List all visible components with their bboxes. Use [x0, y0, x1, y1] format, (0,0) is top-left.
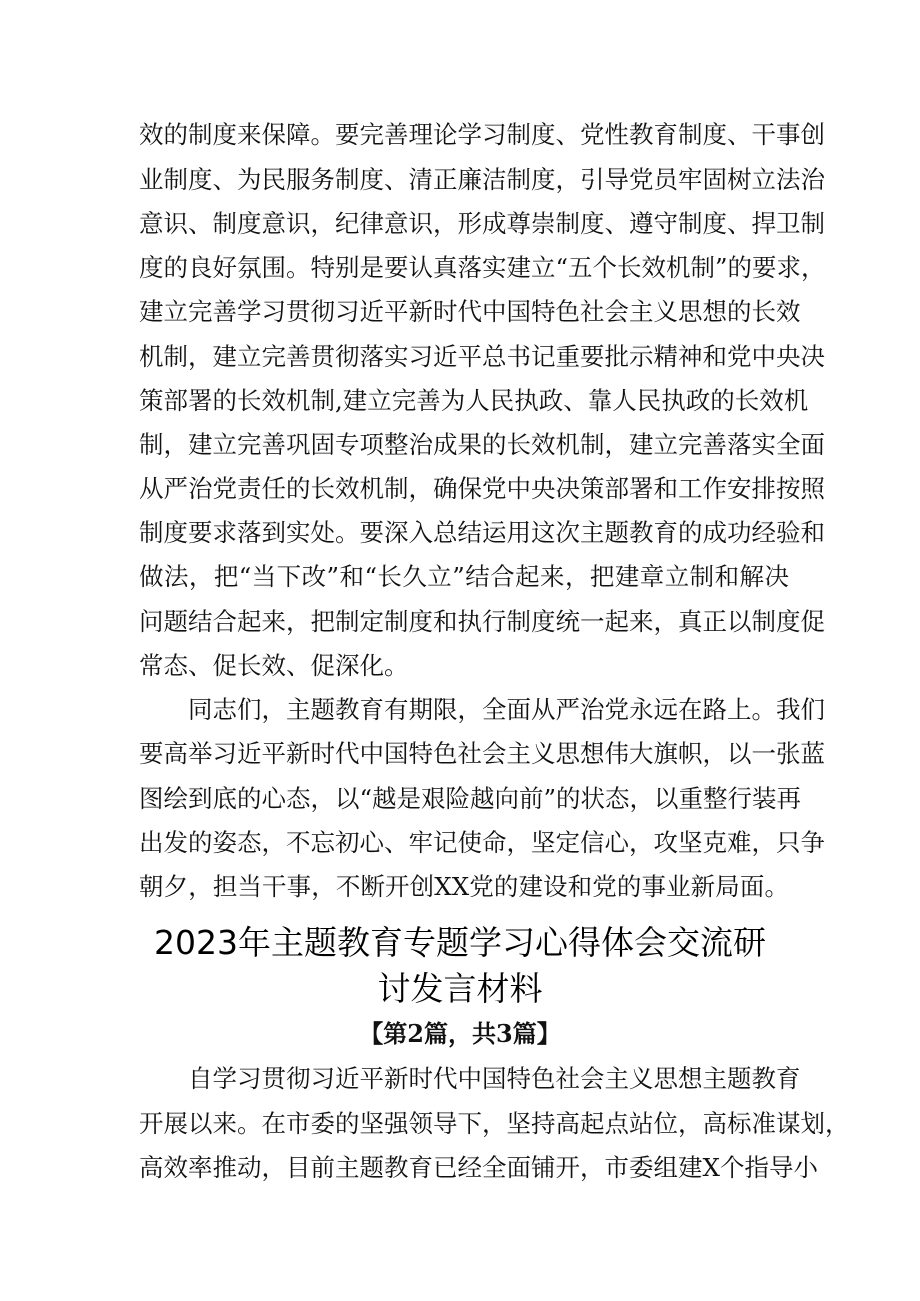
text-line: 业制度、为民服务制度、清正廉洁制度，引导党员牢固树立法治: [139, 165, 825, 194]
text-line: 出发的姿态，不忘初心、牢记使命，坚定信心，攻坚克难，只争: [139, 828, 825, 857]
text-line: 图绘到底的心态，以“越是艰险越向前”的状态，以重整行装再: [139, 784, 802, 813]
text-line: 开展以来。在市委的坚强领导下，坚持高起点站位，高标准谋划，: [139, 1109, 850, 1138]
text-line: 效的制度来保障。要完善理论学习制度、党性教育制度、干事创: [139, 120, 825, 149]
text-line: 问题结合起来，把制定制度和执行制度统一起来，真正以制度促: [139, 607, 825, 636]
text-line: 制度要求落到实处。要深入总结运用这次主题教育的成功经验和: [139, 518, 825, 547]
text-line: 高效率推动，目前主题教育已经全面铺开，市委组建X个指导小: [139, 1153, 818, 1182]
text-line: 机制，建立完善贯彻落实习近平总书记重要批示精神和党中央决: [139, 342, 825, 371]
text-line: 自学习贯彻习近平新时代中国特色社会主义思想主题教育: [188, 1064, 801, 1093]
text-line: 从严治党责任的长效机制，确保党中央决策部署和工作安排按照: [139, 474, 825, 503]
text-line: 度的良好氛围。特别是要认真落实建立“五个长效机制”的要求，: [139, 253, 826, 282]
text-line: 做法，把“当下改”和“长久立”结合起来，把建章立制和解决: [139, 562, 789, 591]
text-line: 策部署的长效机制,建立完善为人民执政、靠人民执政的长效机: [139, 386, 809, 415]
text-line: 同志们，主题教育有期限，全面从严治党永远在路上。我们: [188, 695, 825, 724]
article-title-continued: 讨发言材料: [377, 969, 543, 1008]
text-line: 建立完善学习贯彻习近平新时代中国特色社会主义思想的长效: [139, 297, 801, 326]
text-line: 意识、制度意识，纪律意识，形成尊崇制度、遵守制度、捍卫制: [139, 209, 825, 238]
article-subtitle: 【第2篇，共3篇】: [359, 1019, 561, 1048]
text-line: 要高举习近平新时代中国特色社会主义思想伟大旗帜，以一张蓝: [139, 739, 825, 768]
text-line: 朝夕，担当干事，不断开创XX党的建设和党的事业新局面。: [139, 872, 789, 901]
text-line: 常态、促长效、促深化。: [139, 651, 409, 680]
article-title: 2023年主题教育专题学习心得体会交流研: [154, 923, 766, 962]
text-line: 制，建立完善巩固专项整治成果的长效机制，建立完善落实全面: [139, 430, 825, 459]
